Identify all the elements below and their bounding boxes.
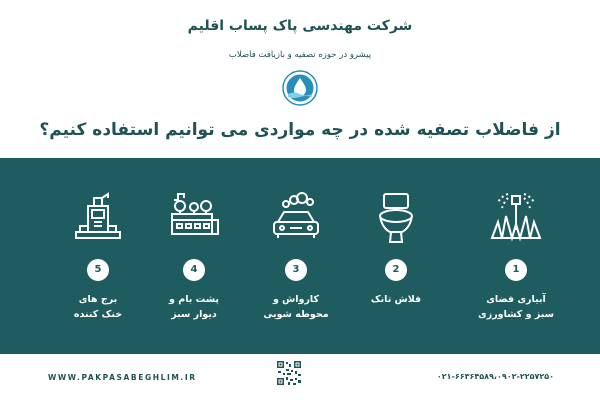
use-label: پشت بام و دیوار سبز — [169, 294, 219, 320]
sprinkler-icon — [484, 186, 548, 250]
cooling-tower-icon — [66, 186, 130, 250]
phone-numbers: ۰۲۱-۶۶۳۶۴۵۸۹،۰۹۰۲-۲۲۵۷۲۵۰ — [436, 372, 554, 381]
use-label: آبیاری فضای سبز و کشاورزی — [478, 294, 554, 320]
use-item-irrigation — [466, 158, 566, 354]
website-link[interactable]: WWW.PAKPASABEGHLIM.IR — [48, 373, 197, 382]
use-item-car-wash — [246, 158, 346, 354]
car-wash-icon — [264, 186, 328, 250]
use-label: کارواش و محوطه شویی — [263, 294, 329, 320]
company-logo-icon — [282, 70, 318, 106]
green-roof-icon — [162, 186, 226, 250]
page-title: از فاضلاب تصفیه شده در چه مواردی می توانیم استفاده کنیم؟ — [39, 120, 561, 140]
header — [0, 0, 600, 158]
uses-panel — [0, 158, 600, 354]
use-number: 5 — [87, 259, 109, 281]
toilet-icon — [364, 186, 428, 250]
tagline: پیشرو در حوزه تصفیه و بازیافت فاضلاب — [228, 50, 372, 60]
use-number: 1 — [505, 259, 527, 281]
use-label: فلاش تانک — [370, 294, 422, 305]
use-number: 4 — [183, 259, 205, 281]
qr-code-icon — [276, 360, 302, 386]
footer — [0, 354, 600, 400]
use-label: برج های خنک کننده — [73, 294, 123, 320]
use-number: 3 — [285, 259, 307, 281]
company-name: شرکت مهندسی پاک پساب اقلیم — [187, 18, 413, 34]
use-number: 2 — [385, 259, 407, 281]
use-item-green-roof — [144, 158, 244, 354]
use-item-cooling-towers — [48, 158, 148, 354]
use-item-flush-tank — [346, 158, 446, 354]
